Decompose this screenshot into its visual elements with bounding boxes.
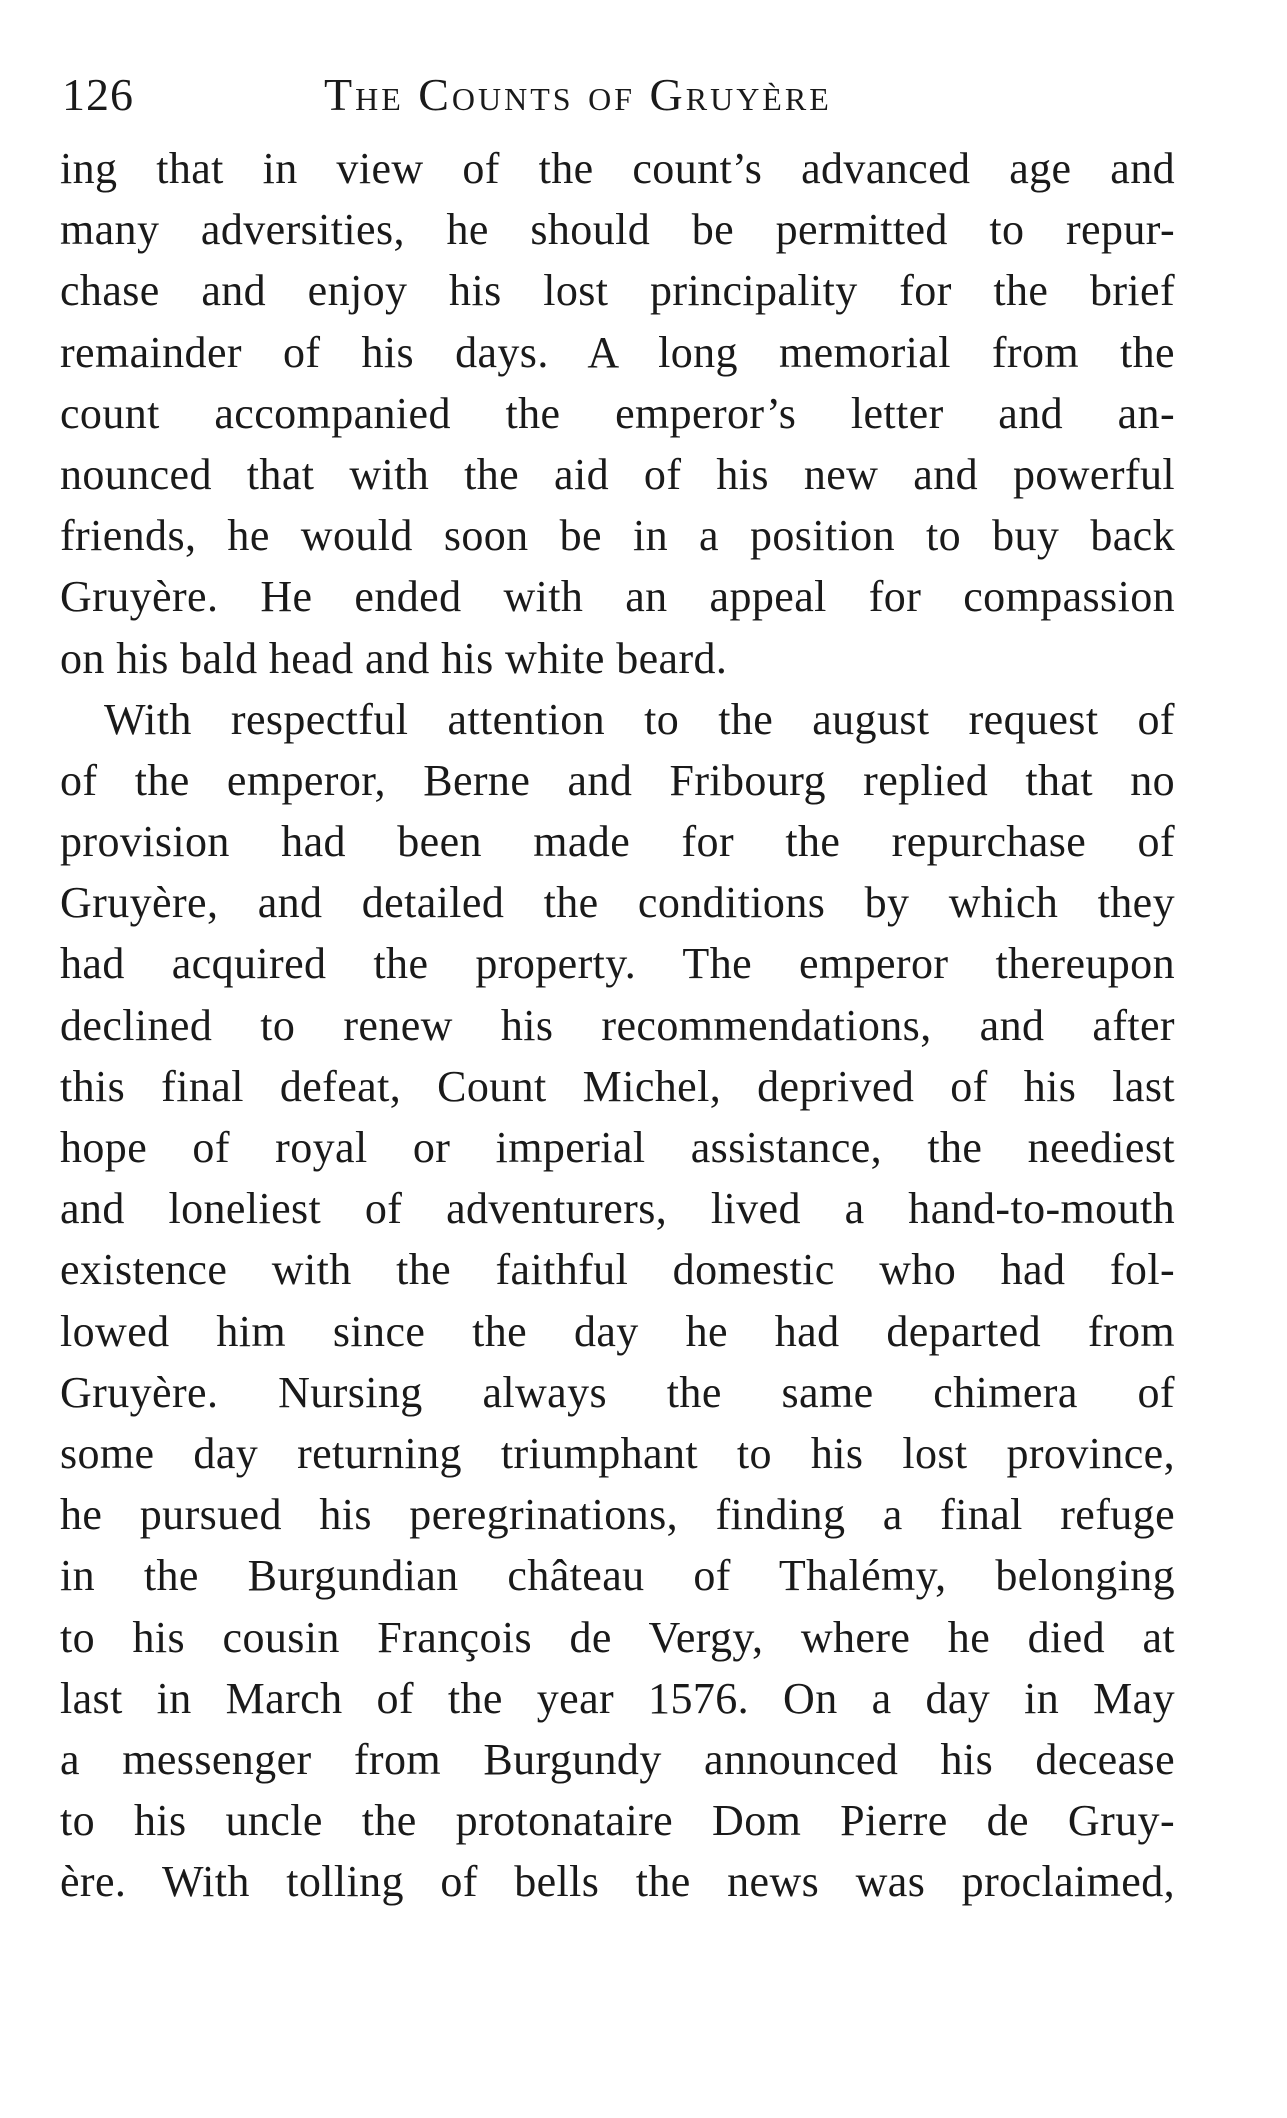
page-number: 126 bbox=[62, 69, 134, 120]
text-line: Gruyère. He ended with an appeal for compassion bbox=[60, 572, 1175, 622]
body-text bbox=[60, 138, 1175, 2038]
text-line: Gruyère. Nursing always the same chimera of bbox=[60, 1367, 1175, 1417]
text-line: to his uncle the protonataire Dom Pierre de Gruy- bbox=[60, 1796, 1175, 1846]
text-line: had acquired the property. The emperor thereupon bbox=[60, 939, 1175, 989]
text-line: existence with the faithful domestic who had fol- bbox=[60, 1245, 1175, 1295]
text-line: lowed him since the day he had departed from bbox=[60, 1306, 1175, 1356]
text-line: provision had been made for the repurchase of bbox=[60, 817, 1175, 867]
text-line: Gruyère, and detailed the conditions by which they bbox=[60, 878, 1175, 928]
text-line: of the emperor, Berne and Fribourg replied that no bbox=[60, 755, 1175, 805]
text-line: last in March of the year 1576. On a day in May bbox=[60, 1673, 1175, 1723]
text-line: some day returning triumphant to his lost province, bbox=[60, 1428, 1175, 1478]
text-line: ing that in view of the count’s advanced age and bbox=[60, 144, 1175, 193]
page-header bbox=[62, 60, 1182, 130]
text-line: to his cousin François de Vergy, where he died at bbox=[60, 1612, 1175, 1662]
text-line: and loneliest of adventurers, lived a hand-to-mouth bbox=[60, 1184, 1175, 1234]
running-head: The Counts of Gruyère bbox=[324, 69, 832, 120]
text-line: on his bald head and his white beard. bbox=[60, 633, 728, 683]
text-line: declined to renew his recommendations, and after bbox=[60, 1000, 1175, 1050]
text-line: many adversities, he should be permitted to repur- bbox=[60, 205, 1175, 255]
text-line: this final defeat, Count Michel, deprived of his last bbox=[60, 1061, 1175, 1111]
text-line: nounced that with the aid of his new and powerful bbox=[60, 449, 1175, 499]
text-line: chase and enjoy his lost principality for the brief bbox=[60, 266, 1175, 316]
text-line: in the Burgundian château of Thalémy, belonging bbox=[60, 1551, 1175, 1601]
text-line: hope of royal or imperial assistance, the neediest bbox=[60, 1123, 1175, 1172]
text-line: he pursued his peregrinations, finding a final refuge bbox=[60, 1490, 1175, 1540]
text-line: a messenger from Burgundy announced his decease bbox=[60, 1734, 1175, 1784]
text-line: With respectful attention to the august request of bbox=[104, 694, 1175, 744]
text-line: ère. With tolling of bells the news was proclaimed, bbox=[60, 1857, 1175, 1907]
text-line: friends, he would soon be in a position to buy back bbox=[60, 511, 1175, 561]
text-line: count accompanied the emperor’s letter and an- bbox=[60, 388, 1175, 438]
text-line: remainder of his days. A long memorial from the bbox=[60, 327, 1175, 377]
